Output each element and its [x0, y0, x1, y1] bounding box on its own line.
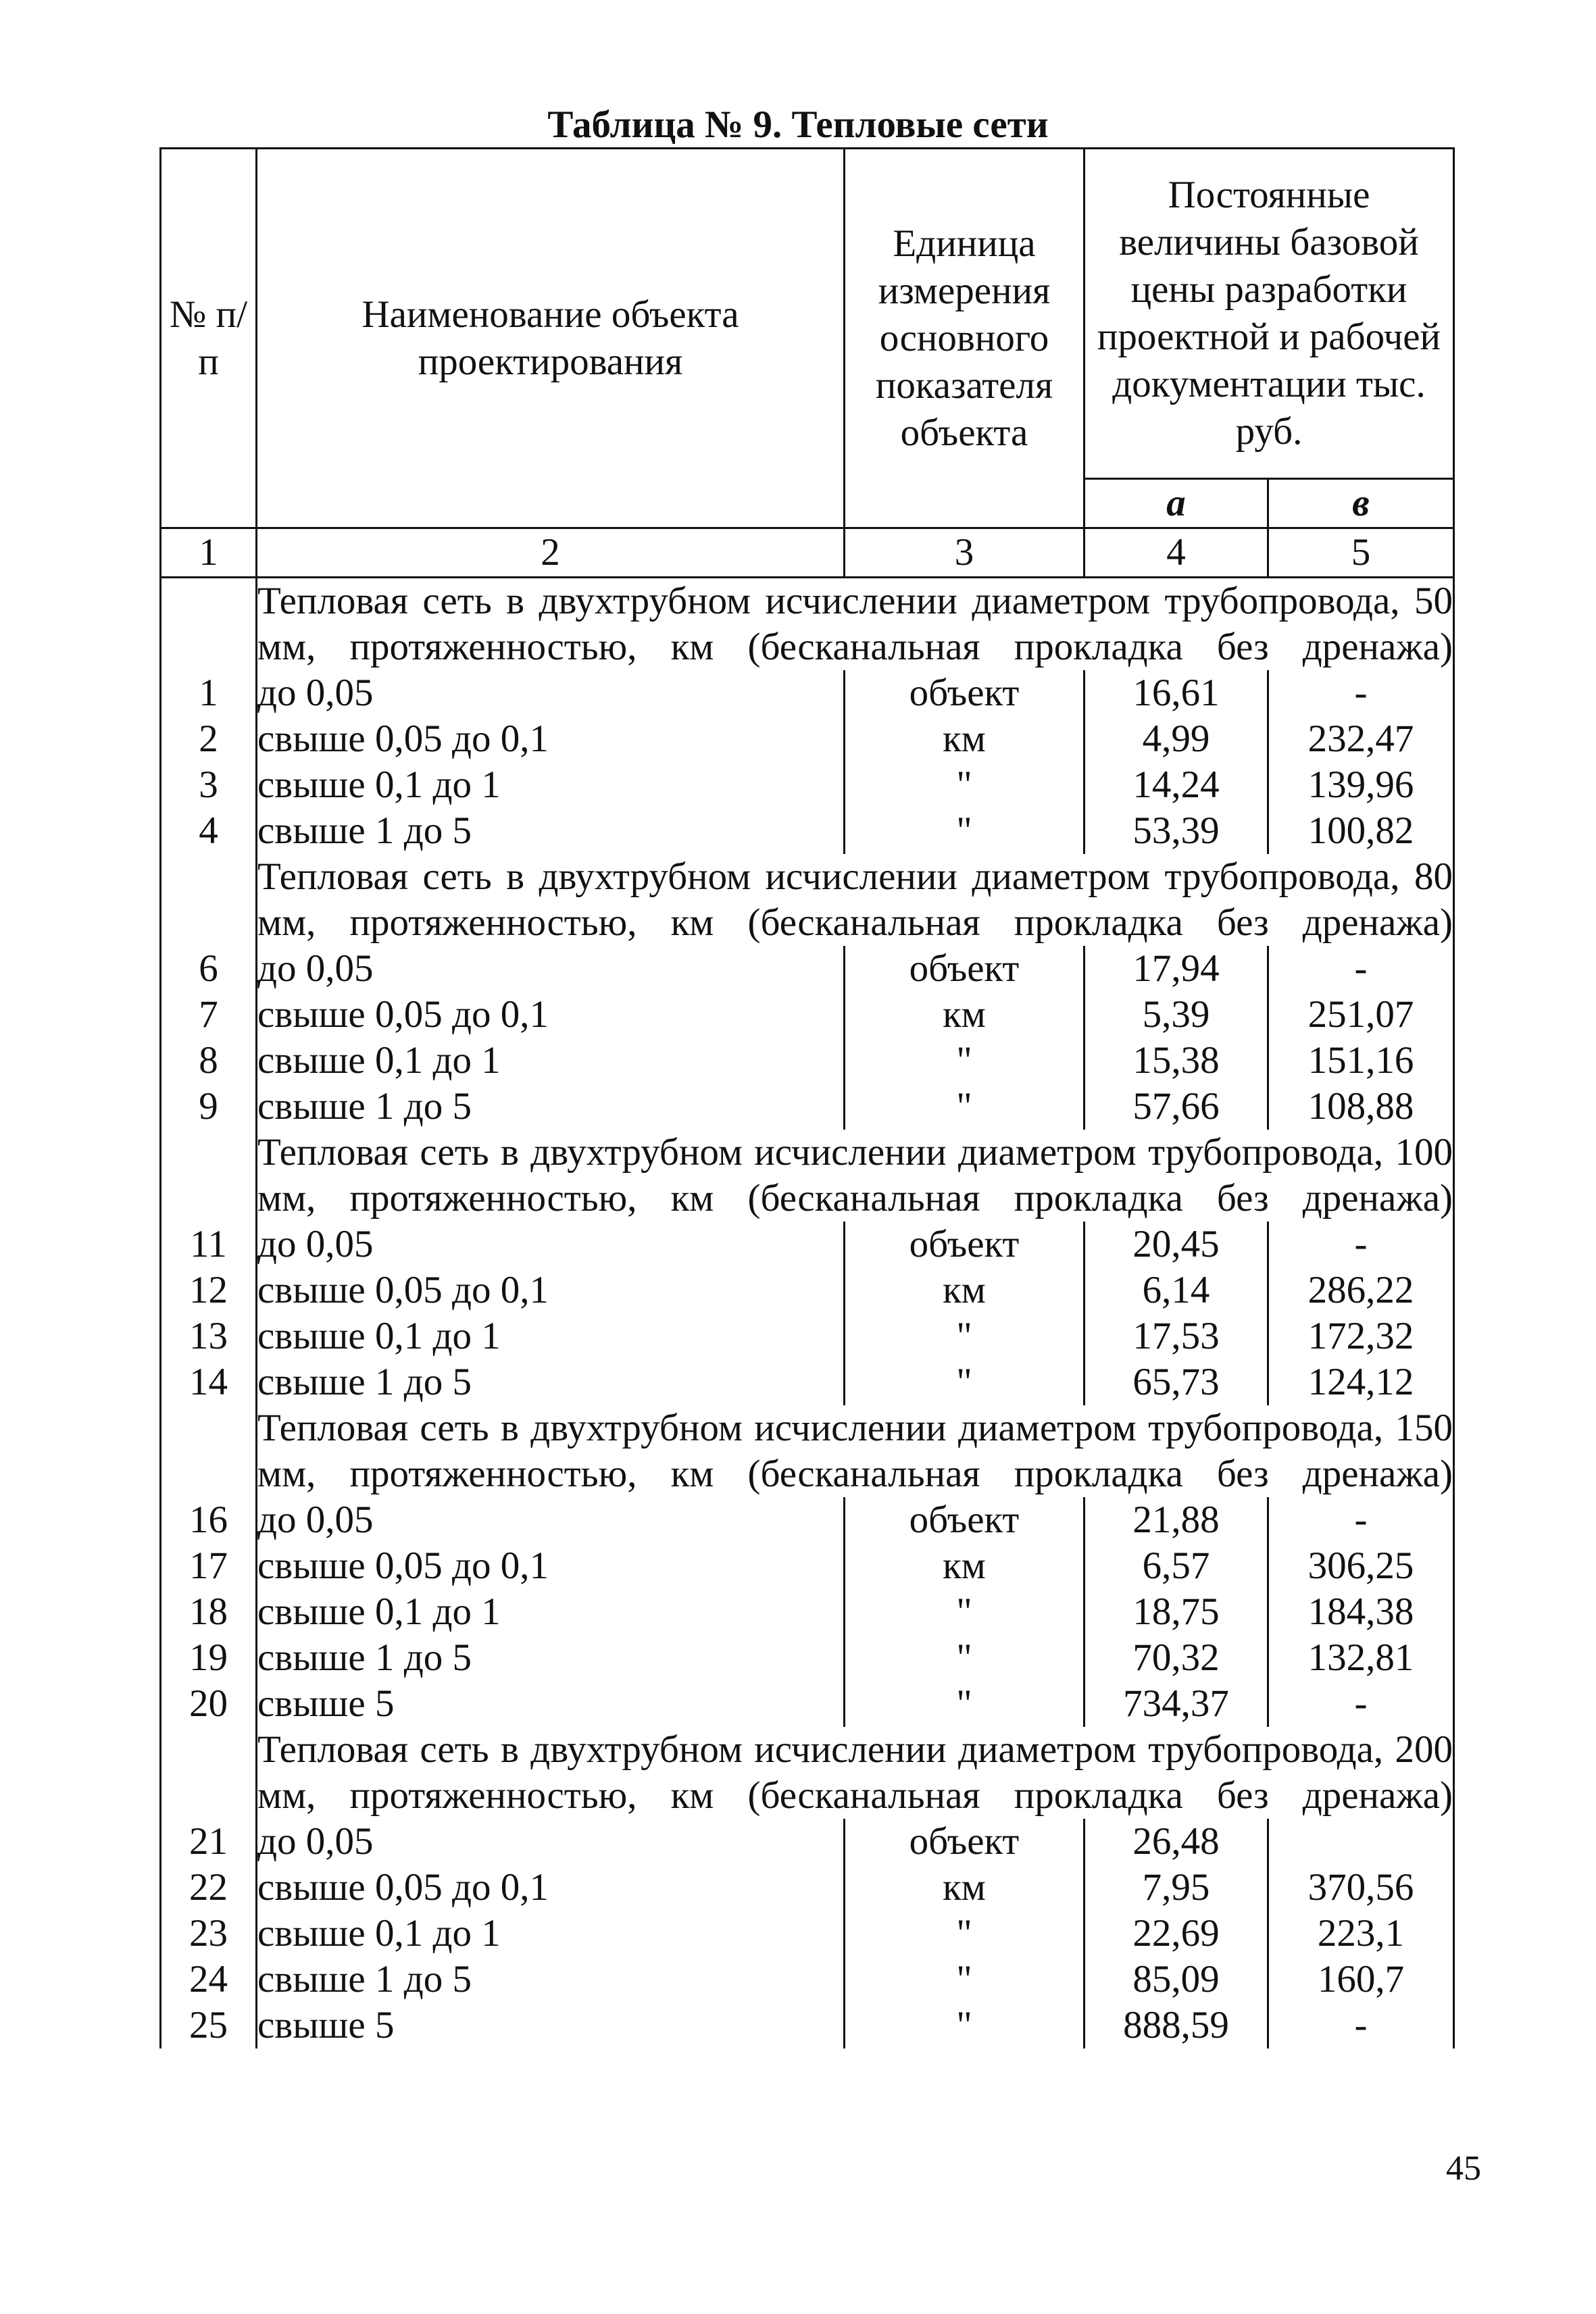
row-name: свыше 0,1 до 1 [257, 1039, 501, 1082]
row-name: свыше 0,1 до 1 [257, 1315, 501, 1357]
row-number: 17 [161, 1543, 257, 1589]
row-number: 6 [161, 946, 257, 992]
row-name: свыше 0,05 до 0,1 [257, 1269, 549, 1311]
row-value-b: 306,25 [1268, 1543, 1454, 1589]
row-unit: объект [845, 670, 1084, 716]
row-value-a: 888,59 [1084, 2003, 1268, 2048]
row-name: свыше 0,1 до 1 [257, 763, 501, 806]
row-value-b: 184,38 [1268, 1589, 1454, 1635]
group-description: Тепловая сеть в двухтрубном исчислении диаметром трубопровода, 100 мм, протяженностью, км (бесканальная прокладка без дренажа) [257, 1130, 1454, 1222]
table-row [161, 1911, 1454, 1957]
row-name: свыше 0,05 до 0,1 [257, 1544, 549, 1587]
row-number: 19 [161, 1635, 257, 1681]
table-row [161, 762, 1454, 808]
row-name: до 0,05 [257, 1499, 374, 1541]
row-unit: " [845, 808, 1084, 854]
table-row [161, 1681, 1454, 1727]
group-description: Тепловая сеть в двухтрубном исчислении диаметром трубопровода, 50 мм, протяженностью, км (бесканальная прокладка без дренажа) [257, 578, 1454, 671]
row-value-b: 251,07 [1268, 992, 1454, 1038]
row-value-b: - [1268, 2003, 1454, 2048]
row-value-a: 53,39 [1084, 808, 1268, 854]
row-unit: объект [845, 1497, 1084, 1543]
row-value-a: 21,88 [1084, 1497, 1268, 1543]
row-value-b: - [1268, 670, 1454, 716]
table-row [161, 1313, 1454, 1359]
table-row [161, 1497, 1454, 1543]
table-row [161, 1589, 1454, 1635]
row-value-a: 70,32 [1084, 1635, 1268, 1681]
row-number: 12 [161, 1267, 257, 1313]
table-row [161, 670, 1454, 716]
row-value-b: 286,22 [1268, 1267, 1454, 1313]
row-unit: " [845, 1635, 1084, 1681]
row-number: 14 [161, 1359, 257, 1405]
table-row [161, 1267, 1454, 1313]
row-unit: " [845, 1313, 1084, 1359]
table-row [161, 716, 1454, 762]
row-value-a: 6,57 [1084, 1543, 1268, 1589]
header-col-unit: Единица измерения основного показателя объекта [845, 149, 1084, 528]
group-number-cell [161, 1727, 257, 1819]
header-row [161, 149, 1454, 479]
row-unit: " [845, 1957, 1084, 2003]
row-value-b [1268, 1819, 1454, 1865]
header-number-row [161, 528, 1454, 578]
row-value-a: 15,38 [1084, 1038, 1268, 1084]
row-value-b: 124,12 [1268, 1359, 1454, 1405]
group-description: Тепловая сеть в двухтрубном исчислении диаметром трубопровода, 150 мм, протяженностью, км (бесканальная прокладка без дренажа) [257, 1405, 1454, 1497]
row-value-b: 160,7 [1268, 1957, 1454, 2003]
row-value-b: - [1268, 946, 1454, 992]
row-name: до 0,05 [257, 672, 374, 714]
row-value-a: 57,66 [1084, 1084, 1268, 1130]
table-title: Таблица № 9. Тепловые сети [547, 103, 1049, 146]
row-unit: объект [845, 946, 1084, 992]
row-value-a: 65,73 [1084, 1359, 1268, 1405]
row-name: до 0,05 [257, 947, 374, 990]
header-col-price: Постоянные величины базовой цены разработки проектной и рабочей документации тыс. руб. [1084, 149, 1454, 479]
row-name: свыше 1 до 5 [257, 1361, 472, 1403]
table-row [161, 1084, 1454, 1130]
group-number-cell [161, 1405, 257, 1497]
header-col-number: № п/п [161, 149, 257, 528]
row-unit: " [845, 1681, 1084, 1727]
group-row [161, 1405, 1454, 1497]
table-row [161, 1865, 1454, 1911]
row-unit: " [845, 1589, 1084, 1635]
row-number: 13 [161, 1313, 257, 1359]
row-name: свыше 0,05 до 0,1 [257, 1866, 549, 1909]
group-description: Тепловая сеть в двухтрубном исчислении диаметром трубопровода, 80 мм, протяженностью, км (бесканальная прокладка без дренажа) [257, 854, 1454, 946]
row-unit: км [845, 1267, 1084, 1313]
row-number: 24 [161, 1957, 257, 2003]
header-num-3: 3 [845, 528, 1084, 578]
table-row [161, 1038, 1454, 1084]
table-row [161, 1819, 1454, 1865]
header-num-4: 4 [1084, 528, 1268, 578]
row-name: свыше 1 до 5 [257, 1085, 472, 1128]
header-num-2: 2 [257, 528, 845, 578]
group-number-cell [161, 854, 257, 946]
row-number: 8 [161, 1038, 257, 1084]
row-number: 4 [161, 808, 257, 854]
group-row [161, 578, 1454, 671]
row-unit: " [845, 1038, 1084, 1084]
table-row [161, 946, 1454, 992]
row-unit: км [845, 992, 1084, 1038]
table-row [161, 1543, 1454, 1589]
row-number: 21 [161, 1819, 257, 1865]
row-value-a: 14,24 [1084, 762, 1268, 808]
row-value-b: 139,96 [1268, 762, 1454, 808]
row-name: свыше 0,1 до 1 [257, 1590, 501, 1633]
table-row [161, 808, 1454, 854]
row-name: свыше 0,05 до 0,1 [257, 718, 549, 760]
row-name: свыше 5 [257, 2004, 395, 2046]
row-value-a: 7,95 [1084, 1865, 1268, 1911]
row-name: свыше 0,05 до 0,1 [257, 993, 549, 1036]
header-num-1: 1 [161, 528, 257, 578]
header-col-name: Наименование объекта проектирования [257, 149, 845, 528]
row-number: 2 [161, 716, 257, 762]
row-value-b: 132,81 [1268, 1635, 1454, 1681]
table-row [161, 1635, 1454, 1681]
row-value-b: - [1268, 1222, 1454, 1267]
row-value-a: 17,53 [1084, 1313, 1268, 1359]
row-value-a: 22,69 [1084, 1911, 1268, 1957]
group-description: Тепловая сеть в двухтрубном исчислении диаметром трубопровода, 200 мм, протяженностью, км (бесканальная прокладка без дренажа) [257, 1727, 1454, 1819]
row-unit: " [845, 1911, 1084, 1957]
group-row [161, 854, 1454, 946]
row-value-a: 5,39 [1084, 992, 1268, 1038]
row-value-b: - [1268, 1681, 1454, 1727]
row-unit: км [845, 1543, 1084, 1589]
group-row [161, 1727, 1454, 1819]
row-unit: " [845, 762, 1084, 808]
row-unit: км [845, 716, 1084, 762]
row-unit: " [845, 1359, 1084, 1405]
row-name: свыше 1 до 5 [257, 809, 472, 852]
group-number-cell [161, 1130, 257, 1222]
row-unit: объект [845, 1222, 1084, 1267]
header-col-b: в [1268, 479, 1454, 528]
row-unit: км [845, 1865, 1084, 1911]
row-number: 1 [161, 670, 257, 716]
row-number: 11 [161, 1222, 257, 1267]
row-value-b: 232,47 [1268, 716, 1454, 762]
row-name: свыше 1 до 5 [257, 1636, 472, 1679]
row-name: свыше 0,1 до 1 [257, 1912, 501, 1955]
row-number: 25 [161, 2003, 257, 2048]
row-value-b: 370,56 [1268, 1865, 1454, 1911]
row-value-a: 26,48 [1084, 1819, 1268, 1865]
table-row [161, 2003, 1454, 2048]
row-name: свыше 5 [257, 1682, 395, 1725]
heat-networks-table [159, 147, 1455, 2048]
group-number-cell [161, 578, 257, 671]
row-unit: " [845, 2003, 1084, 2048]
row-number: 23 [161, 1911, 257, 1957]
row-value-b: - [1268, 1497, 1454, 1543]
row-value-b: 100,82 [1268, 808, 1454, 854]
row-name: свыше 1 до 5 [257, 1958, 472, 2001]
row-value-a: 734,37 [1084, 1681, 1268, 1727]
row-value-a: 85,09 [1084, 1957, 1268, 2003]
group-row [161, 1130, 1454, 1222]
row-value-b: 172,32 [1268, 1313, 1454, 1359]
row-value-a: 4,99 [1084, 716, 1268, 762]
row-value-b: 151,16 [1268, 1038, 1454, 1084]
table-row [161, 1222, 1454, 1267]
row-number: 16 [161, 1497, 257, 1543]
table-row [161, 992, 1454, 1038]
row-name: до 0,05 [257, 1820, 374, 1863]
row-value-a: 6,14 [1084, 1267, 1268, 1313]
row-value-b: 108,88 [1268, 1084, 1454, 1130]
row-number: 22 [161, 1865, 257, 1911]
row-number: 9 [161, 1084, 257, 1130]
row-value-a: 16,61 [1084, 670, 1268, 716]
row-value-a: 17,94 [1084, 946, 1268, 992]
row-number: 20 [161, 1681, 257, 1727]
header-num-5: 5 [1268, 528, 1454, 578]
row-value-a: 18,75 [1084, 1589, 1268, 1635]
table-row [161, 1359, 1454, 1405]
row-name: до 0,05 [257, 1223, 374, 1265]
row-number: 18 [161, 1589, 257, 1635]
row-number: 3 [161, 762, 257, 808]
row-value-a: 20,45 [1084, 1222, 1268, 1267]
row-number: 7 [161, 992, 257, 1038]
header-col-a: а [1084, 479, 1268, 528]
row-unit: объект [845, 1819, 1084, 1865]
row-unit: " [845, 1084, 1084, 1130]
row-value-b: 223,1 [1268, 1911, 1454, 1957]
page-number: 45 [1446, 2149, 1481, 2188]
table-row [161, 1957, 1454, 2003]
